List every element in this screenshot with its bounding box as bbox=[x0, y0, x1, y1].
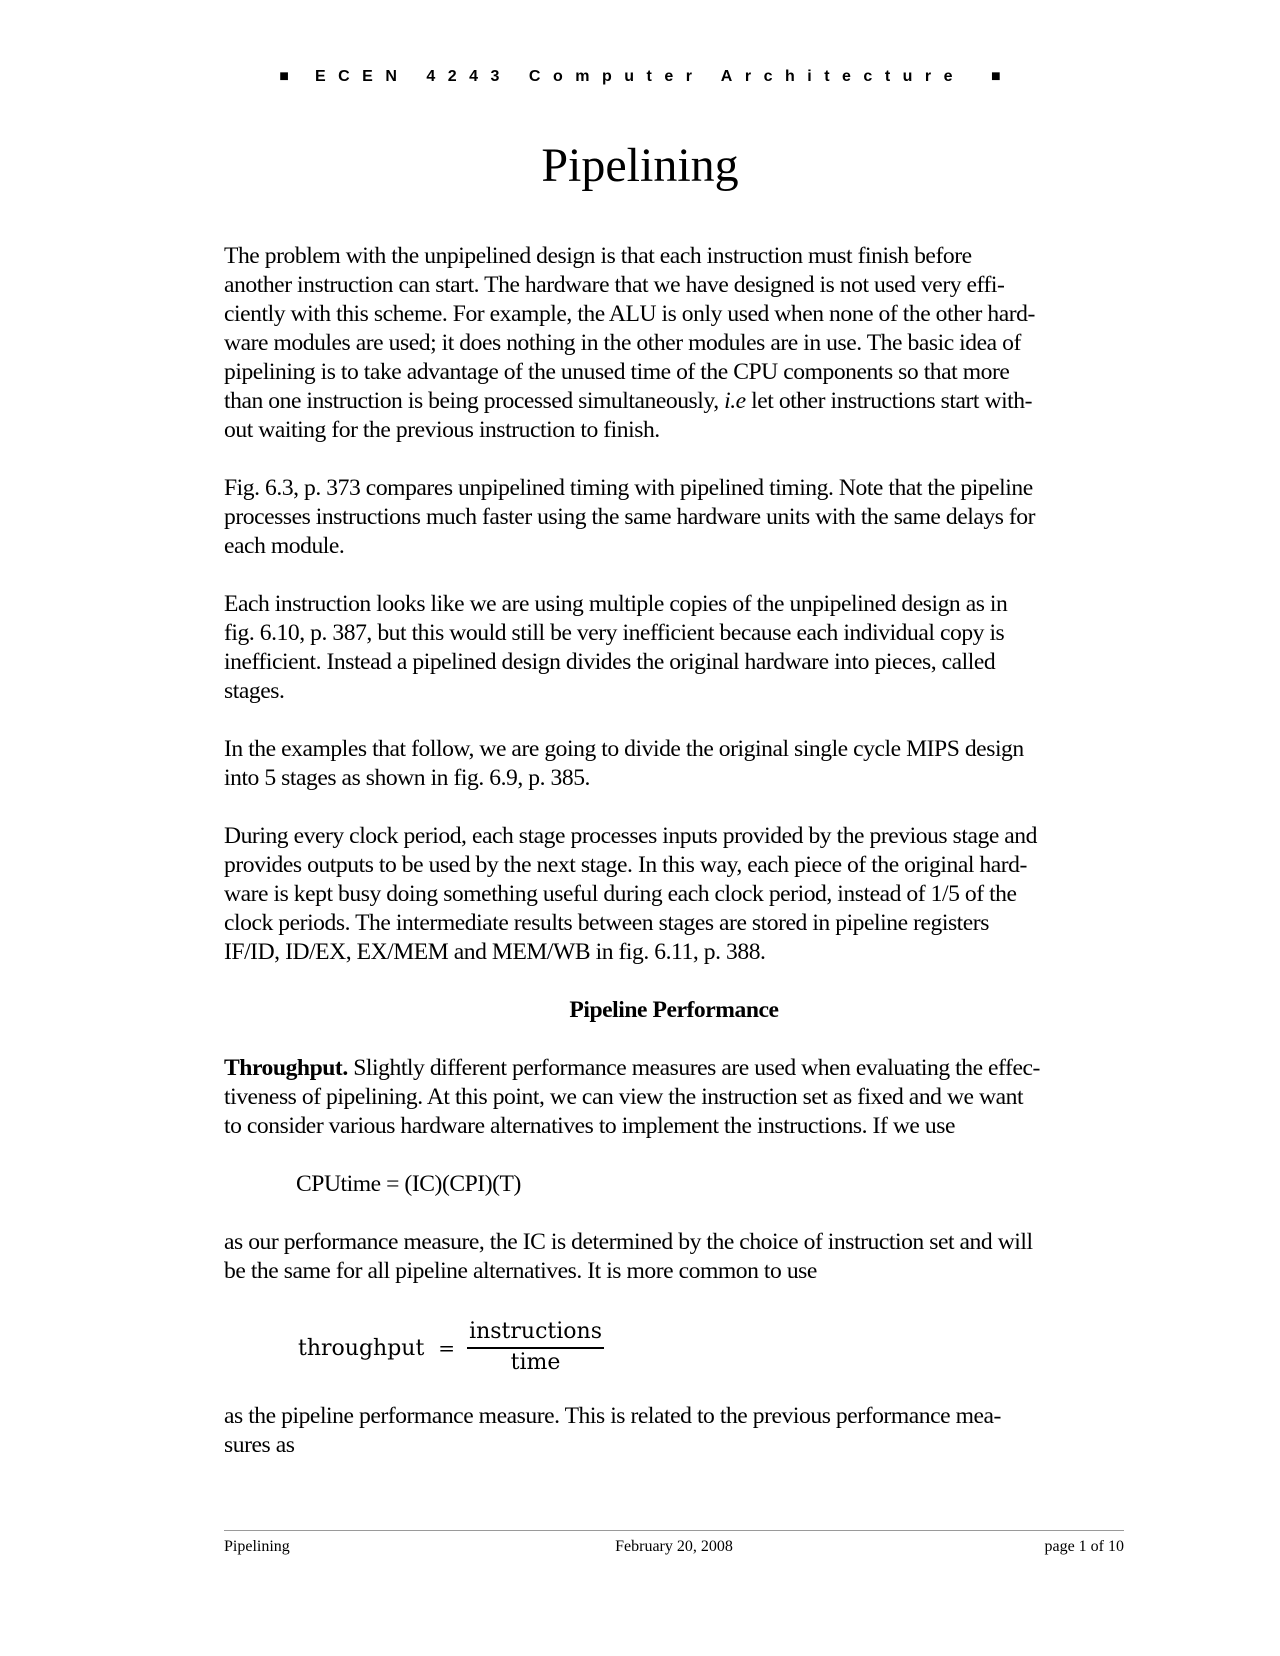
bold-lead-term: Throughput. bbox=[224, 1055, 348, 1081]
text-fragment: than one instruction is being processed simultaneously, bbox=[224, 388, 719, 414]
page-footer bbox=[224, 1538, 1124, 1562]
text-line: fig. 6.10, p. 387, but this would still be very inefficient because each individual copy is bbox=[224, 620, 1005, 646]
header-text: ECEN 4243 Computer Architecture bbox=[314, 68, 966, 85]
text-line: pipelining is to take advantage of the unused time of the CPU components so that more bbox=[224, 359, 1010, 385]
text-line: tiveness of pipelining. At this point, we can view the instruction set as fixed and we want bbox=[224, 1084, 1024, 1110]
paragraph-fig-6-3 bbox=[224, 474, 1124, 561]
text-line: another instruction can start. The hardware that we have designed is not used very effi- bbox=[224, 272, 1005, 298]
text-line: each module. bbox=[224, 533, 345, 559]
text-line: out waiting for the previous instruction to finish. bbox=[224, 417, 660, 443]
throughput-formula bbox=[298, 1315, 1124, 1381]
paragraph-copies bbox=[224, 590, 1124, 706]
text-line: clock periods. The intermediate results between stages are stored in pipeline registers bbox=[224, 910, 989, 936]
text-line: The problem with the unpipelined design is that each instruction must finish before bbox=[224, 243, 972, 269]
italic-abbreviation: i.e bbox=[724, 388, 746, 414]
paragraph-throughput bbox=[224, 1054, 1124, 1141]
section-heading: Pipeline Performance bbox=[569, 997, 779, 1023]
text-line: provides outputs to be used by the next stage. In this way, each piece of the original hard- bbox=[224, 852, 1027, 878]
header-square-left-icon: ■ bbox=[279, 68, 289, 85]
cputime-formula: CPUtime = (IC)(CPI)(T) bbox=[296, 1171, 521, 1197]
text-line: as the pipeline performance measure. This is related to the previous performance mea- bbox=[224, 1403, 1001, 1429]
fraction-denominator: time bbox=[510, 1350, 561, 1375]
text-line: into 5 stages as shown in fig. 6.9, p. 385. bbox=[224, 765, 590, 791]
paragraph-stages bbox=[224, 735, 1124, 793]
page-title: Pipelining bbox=[541, 139, 739, 192]
text-line: Each instruction looks like we are using multiple copies of the unpipelined design as in bbox=[224, 591, 1008, 617]
text-line: as our performance measure, the IC is determined by the choice of instruction set and will bbox=[224, 1229, 1033, 1255]
text-line bbox=[224, 387, 1124, 416]
paragraph-related bbox=[224, 1402, 1124, 1460]
text-line: stages. bbox=[224, 678, 285, 704]
text-line: ciently with this scheme. For example, the ALU is only used when none of the other hard- bbox=[224, 301, 1035, 327]
text-line: ware is kept busy doing something useful during each clock period, instead of 1/5 of the bbox=[224, 881, 1017, 907]
text-line bbox=[224, 1054, 1124, 1083]
footer-doc-title: Pipelining bbox=[224, 1538, 290, 1555]
text-line: inefficient. Instead a pipelined design divides the original hardware into pieces, called bbox=[224, 649, 996, 675]
paragraph-clock-period bbox=[224, 822, 1124, 967]
paragraph-intro bbox=[224, 242, 1124, 445]
text-fragment: Slightly different performance measures are used when evaluating the effec- bbox=[347, 1055, 1040, 1081]
running-header bbox=[0, 68, 1280, 86]
formula-fraction bbox=[467, 1319, 604, 1377]
text-line: IF/ID, ID/EX, EX/MEM and MEM/WB in fig. 6.11, p. 388. bbox=[224, 939, 766, 965]
text-fragment: let other instructions start with- bbox=[745, 388, 1033, 414]
document-body bbox=[224, 242, 1124, 1489]
formula-equals: = bbox=[438, 1335, 456, 1360]
paragraph-ic bbox=[224, 1228, 1124, 1286]
header-square-right-icon: ■ bbox=[991, 68, 1001, 85]
text-line: During every clock period, each stage processes inputs provided by the previous stage and bbox=[224, 823, 1038, 849]
fraction-numerator: instructions bbox=[467, 1319, 604, 1349]
text-line: be the same for all pipeline alternatives. It is more common to use bbox=[224, 1258, 817, 1284]
text-line: Fig. 6.3, p. 373 compares unpipelined timing with pipelined timing. Note that the pipeline bbox=[224, 475, 1033, 501]
footer-divider bbox=[224, 1530, 1124, 1531]
text-line: ware modules are used; it does nothing in the other modules are in use. The basic idea of bbox=[224, 330, 1021, 356]
text-line: sures as bbox=[224, 1432, 295, 1458]
text-line: In the examples that follow, we are going to divide the original single cycle MIPS design bbox=[224, 736, 1024, 762]
footer-date: February 20, 2008 bbox=[615, 1538, 733, 1555]
text-line: processes instructions much faster using the same hardware units with the same delays for bbox=[224, 504, 1036, 530]
text-line: to consider various hardware alternatives to implement the instructions. If we use bbox=[224, 1113, 955, 1139]
formula-lhs: throughput bbox=[298, 1335, 425, 1361]
footer-page-number: page 1 of 10 bbox=[1044, 1538, 1124, 1555]
